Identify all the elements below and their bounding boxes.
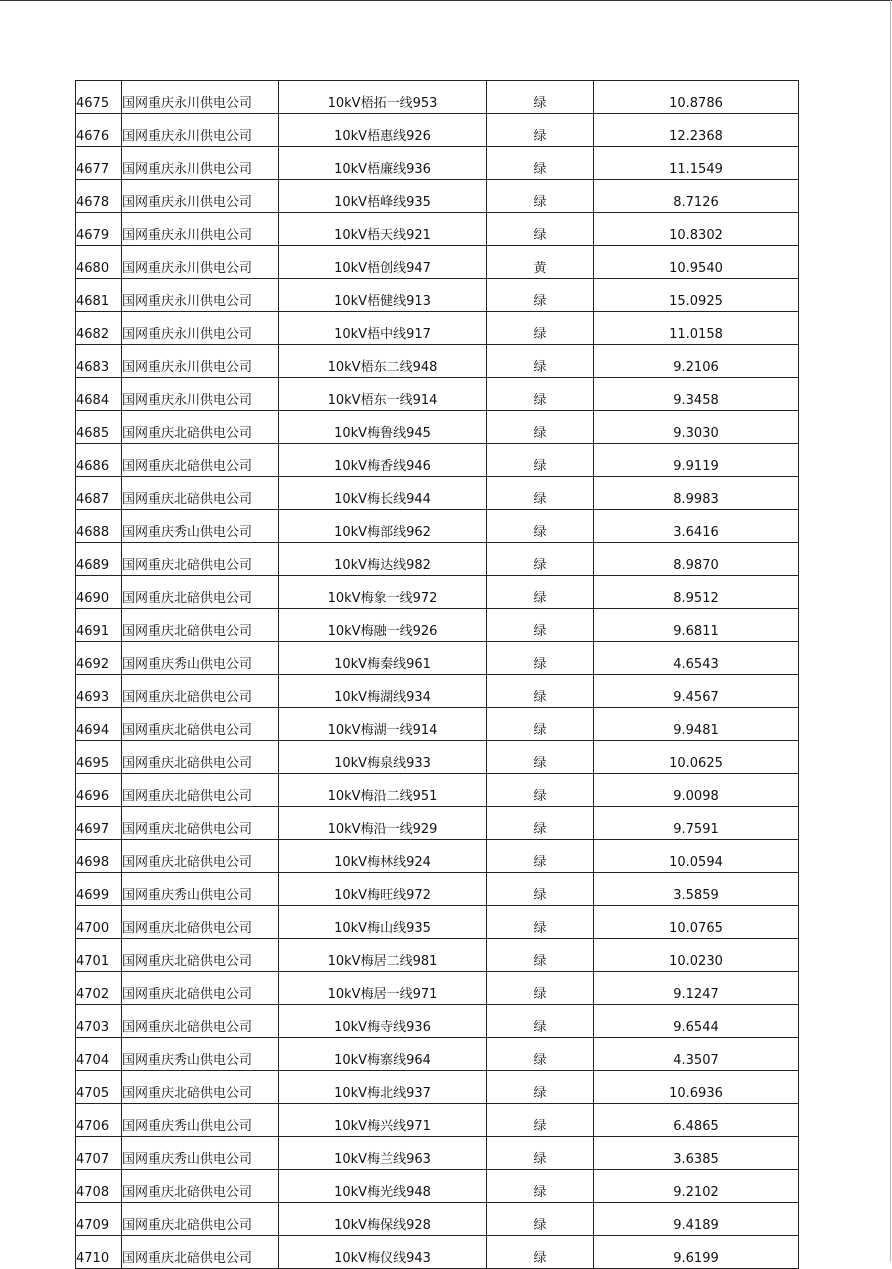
row-number-cell: 4679: [76, 213, 122, 246]
value-cell: 9.6199: [594, 1236, 799, 1269]
line-name-cell: 10kV梅北线937: [279, 1071, 487, 1104]
row-number-cell: 4691: [76, 609, 122, 642]
company-cell: 国网重庆北碚供电公司: [122, 576, 279, 609]
row-number-cell: 4692: [76, 642, 122, 675]
table-row: [76, 609, 799, 642]
line-name-cell: 10kV梅居二线981: [279, 939, 487, 972]
value-cell: 6.4865: [594, 1104, 799, 1137]
company-cell: 国网重庆永川供电公司: [122, 345, 279, 378]
table-row: [76, 411, 799, 444]
row-number-cell: 4710: [76, 1236, 122, 1269]
table-row: [76, 279, 799, 312]
company-cell: 国网重庆永川供电公司: [122, 378, 279, 411]
status-color-cell: 绿: [487, 1038, 594, 1071]
table-row: [76, 1005, 799, 1038]
status-color-cell: 绿: [487, 1104, 594, 1137]
status-color-cell: 绿: [487, 411, 594, 444]
value-cell: 11.0158: [594, 312, 799, 345]
company-cell: 国网重庆永川供电公司: [122, 180, 279, 213]
company-cell: 国网重庆北碚供电公司: [122, 939, 279, 972]
company-cell: 国网重庆北碚供电公司: [122, 774, 279, 807]
status-color-cell: 绿: [487, 279, 594, 312]
company-cell: 国网重庆北碚供电公司: [122, 444, 279, 477]
company-cell: 国网重庆永川供电公司: [122, 312, 279, 345]
row-number-cell: 4680: [76, 246, 122, 279]
company-cell: 国网重庆北碚供电公司: [122, 1071, 279, 1104]
status-color-cell: 绿: [487, 147, 594, 180]
row-number-cell: 4700: [76, 906, 122, 939]
row-number-cell: 4704: [76, 1038, 122, 1071]
table-row: [76, 147, 799, 180]
value-cell: 9.4567: [594, 675, 799, 708]
row-number-cell: 4687: [76, 477, 122, 510]
status-color-cell: 黄: [487, 246, 594, 279]
table-row: [76, 444, 799, 477]
row-number-cell: 4684: [76, 378, 122, 411]
table-row: [76, 246, 799, 279]
value-cell: 10.9540: [594, 246, 799, 279]
row-number-cell: 4697: [76, 807, 122, 840]
table-row: [76, 312, 799, 345]
table-row: [76, 1137, 799, 1170]
line-name-cell: 10kV梅部线962: [279, 510, 487, 543]
line-name-cell: 10kV梅寨线964: [279, 1038, 487, 1071]
status-color-cell: 绿: [487, 1005, 594, 1038]
company-cell: 国网重庆北碚供电公司: [122, 543, 279, 576]
value-cell: 9.3030: [594, 411, 799, 444]
company-cell: 国网重庆北碚供电公司: [122, 906, 279, 939]
row-number-cell: 4678: [76, 180, 122, 213]
table-row: [76, 510, 799, 543]
value-cell: 3.6416: [594, 510, 799, 543]
status-color-cell: 绿: [487, 378, 594, 411]
table-row: [76, 642, 799, 675]
company-cell: 国网重庆北碚供电公司: [122, 972, 279, 1005]
value-cell: 10.6936: [594, 1071, 799, 1104]
value-cell: 10.0625: [594, 741, 799, 774]
row-number-cell: 4694: [76, 708, 122, 741]
company-cell: 国网重庆永川供电公司: [122, 213, 279, 246]
table-row: [76, 1071, 799, 1104]
line-name-cell: 10kV梅长线944: [279, 477, 487, 510]
line-name-cell: 10kV梅仪线943: [279, 1236, 487, 1269]
row-number-cell: 4688: [76, 510, 122, 543]
value-cell: 10.0230: [594, 939, 799, 972]
table-row: [76, 378, 799, 411]
row-number-cell: 4681: [76, 279, 122, 312]
status-color-cell: 绿: [487, 906, 594, 939]
table-body: [76, 81, 799, 1269]
company-cell: 国网重庆永川供电公司: [122, 246, 279, 279]
value-cell: 4.6543: [594, 642, 799, 675]
line-name-cell: 10kV梅兴线971: [279, 1104, 487, 1137]
line-name-cell: 10kV梅融一线926: [279, 609, 487, 642]
row-number-cell: 4686: [76, 444, 122, 477]
value-cell: 9.4189: [594, 1203, 799, 1236]
status-color-cell: 绿: [487, 1071, 594, 1104]
table-row: [76, 180, 799, 213]
value-cell: 9.9119: [594, 444, 799, 477]
line-name-cell: 10kV梅湖一线914: [279, 708, 487, 741]
row-number-cell: 4695: [76, 741, 122, 774]
row-number-cell: 4699: [76, 873, 122, 906]
company-cell: 国网重庆北碚供电公司: [122, 411, 279, 444]
status-color-cell: 绿: [487, 840, 594, 873]
value-cell: 10.0765: [594, 906, 799, 939]
company-cell: 国网重庆秀山供电公司: [122, 873, 279, 906]
company-cell: 国网重庆永川供电公司: [122, 147, 279, 180]
line-name-cell: 10kV梧惠线926: [279, 114, 487, 147]
row-number-cell: 4682: [76, 312, 122, 345]
table-row: [76, 708, 799, 741]
status-color-cell: 绿: [487, 609, 594, 642]
status-color-cell: 绿: [487, 675, 594, 708]
line-name-cell: 10kV梧创线947: [279, 246, 487, 279]
value-cell: 9.3458: [594, 378, 799, 411]
table-row: [76, 972, 799, 1005]
status-color-cell: 绿: [487, 477, 594, 510]
status-color-cell: 绿: [487, 1203, 594, 1236]
status-color-cell: 绿: [487, 1170, 594, 1203]
status-color-cell: 绿: [487, 444, 594, 477]
company-cell: 国网重庆永川供电公司: [122, 81, 279, 114]
status-color-cell: 绿: [487, 312, 594, 345]
company-cell: 国网重庆北碚供电公司: [122, 708, 279, 741]
line-name-cell: 10kV梅寺线936: [279, 1005, 487, 1038]
line-name-cell: 10kV梧中线917: [279, 312, 487, 345]
line-name-cell: 10kV梅林线924: [279, 840, 487, 873]
data-table: [75, 80, 799, 1269]
value-cell: 9.6811: [594, 609, 799, 642]
value-cell: 12.2368: [594, 114, 799, 147]
status-color-cell: 绿: [487, 213, 594, 246]
table-row: [76, 906, 799, 939]
table-row: [76, 81, 799, 114]
status-color-cell: 绿: [487, 576, 594, 609]
value-cell: 9.2106: [594, 345, 799, 378]
line-name-cell: 10kV梧天线921: [279, 213, 487, 246]
row-number-cell: 4676: [76, 114, 122, 147]
value-cell: 8.9983: [594, 477, 799, 510]
table-row: [76, 807, 799, 840]
company-cell: 国网重庆北碚供电公司: [122, 840, 279, 873]
company-cell: 国网重庆秀山供电公司: [122, 510, 279, 543]
line-name-cell: 10kV梅香线946: [279, 444, 487, 477]
line-name-cell: 10kV梅湖线934: [279, 675, 487, 708]
company-cell: 国网重庆永川供电公司: [122, 279, 279, 312]
value-cell: 9.7591: [594, 807, 799, 840]
line-name-cell: 10kV梅沿一线929: [279, 807, 487, 840]
line-name-cell: 10kV梅兰线963: [279, 1137, 487, 1170]
table-row: [76, 873, 799, 906]
status-color-cell: 绿: [487, 972, 594, 1005]
company-cell: 国网重庆秀山供电公司: [122, 1038, 279, 1071]
row-number-cell: 4707: [76, 1137, 122, 1170]
page-top-border: [0, 0, 892, 1]
page-right-edge: [890, 0, 891, 1262]
status-color-cell: 绿: [487, 543, 594, 576]
value-cell: 10.8302: [594, 213, 799, 246]
status-color-cell: 绿: [487, 807, 594, 840]
company-cell: 国网重庆北碚供电公司: [122, 1005, 279, 1038]
line-name-cell: 10kV梧健线913: [279, 279, 487, 312]
value-cell: 8.7126: [594, 180, 799, 213]
value-cell: 9.0098: [594, 774, 799, 807]
table-row: [76, 1236, 799, 1269]
table-row: [76, 1170, 799, 1203]
value-cell: 10.8786: [594, 81, 799, 114]
value-cell: 9.6544: [594, 1005, 799, 1038]
value-cell: 9.1247: [594, 972, 799, 1005]
row-number-cell: 4708: [76, 1170, 122, 1203]
line-name-cell: 10kV梅山线935: [279, 906, 487, 939]
status-color-cell: 绿: [487, 939, 594, 972]
line-name-cell: 10kV梧廉线936: [279, 147, 487, 180]
line-name-cell: 10kV梧东二线948: [279, 345, 487, 378]
line-name-cell: 10kV梧拓一线953: [279, 81, 487, 114]
status-color-cell: 绿: [487, 510, 594, 543]
line-name-cell: 10kV梅象一线972: [279, 576, 487, 609]
status-color-cell: 绿: [487, 642, 594, 675]
table-row: [76, 1104, 799, 1137]
value-cell: 3.5859: [594, 873, 799, 906]
company-cell: 国网重庆北碚供电公司: [122, 741, 279, 774]
value-cell: 10.0594: [594, 840, 799, 873]
company-cell: 国网重庆秀山供电公司: [122, 1137, 279, 1170]
table-row: [76, 1038, 799, 1071]
line-name-cell: 10kV梧峰线935: [279, 180, 487, 213]
row-number-cell: 4690: [76, 576, 122, 609]
status-color-cell: 绿: [487, 180, 594, 213]
line-name-cell: 10kV梅秦线961: [279, 642, 487, 675]
line-name-cell: 10kV梅沿二线951: [279, 774, 487, 807]
company-cell: 国网重庆北碚供电公司: [122, 1170, 279, 1203]
table-row: [76, 939, 799, 972]
line-name-cell: 10kV梅鲁线945: [279, 411, 487, 444]
table-row: [76, 840, 799, 873]
value-cell: 9.2102: [594, 1170, 799, 1203]
row-number-cell: 4702: [76, 972, 122, 1005]
table-row: [76, 576, 799, 609]
line-name-cell: 10kV梅居一线971: [279, 972, 487, 1005]
table-row: [76, 543, 799, 576]
row-number-cell: 4705: [76, 1071, 122, 1104]
company-cell: 国网重庆北碚供电公司: [122, 675, 279, 708]
status-color-cell: 绿: [487, 345, 594, 378]
row-number-cell: 4701: [76, 939, 122, 972]
line-name-cell: 10kV梅旺线972: [279, 873, 487, 906]
value-cell: 8.9512: [594, 576, 799, 609]
company-cell: 国网重庆北碚供电公司: [122, 1203, 279, 1236]
status-color-cell: 绿: [487, 1137, 594, 1170]
row-number-cell: 4677: [76, 147, 122, 180]
value-cell: 15.0925: [594, 279, 799, 312]
status-color-cell: 绿: [487, 774, 594, 807]
company-cell: 国网重庆北碚供电公司: [122, 807, 279, 840]
row-number-cell: 4689: [76, 543, 122, 576]
value-cell: 11.1549: [594, 147, 799, 180]
table-row: [76, 114, 799, 147]
table-row: [76, 1203, 799, 1236]
row-number-cell: 4698: [76, 840, 122, 873]
company-cell: 国网重庆北碚供电公司: [122, 1236, 279, 1269]
row-number-cell: 4703: [76, 1005, 122, 1038]
company-cell: 国网重庆北碚供电公司: [122, 477, 279, 510]
row-number-cell: 4706: [76, 1104, 122, 1137]
table-row: [76, 213, 799, 246]
table-row: [76, 741, 799, 774]
line-name-cell: 10kV梅达线982: [279, 543, 487, 576]
status-color-cell: 绿: [487, 114, 594, 147]
row-number-cell: 4709: [76, 1203, 122, 1236]
row-number-cell: 4696: [76, 774, 122, 807]
row-number-cell: 4685: [76, 411, 122, 444]
status-color-cell: 绿: [487, 708, 594, 741]
company-cell: 国网重庆北碚供电公司: [122, 609, 279, 642]
line-name-cell: 10kV梅保线928: [279, 1203, 487, 1236]
value-cell: 8.9870: [594, 543, 799, 576]
row-number-cell: 4675: [76, 81, 122, 114]
value-cell: 4.3507: [594, 1038, 799, 1071]
company-cell: 国网重庆永川供电公司: [122, 114, 279, 147]
row-number-cell: 4683: [76, 345, 122, 378]
status-color-cell: 绿: [487, 873, 594, 906]
table-row: [76, 675, 799, 708]
company-cell: 国网重庆秀山供电公司: [122, 1104, 279, 1137]
line-name-cell: 10kV梅光线948: [279, 1170, 487, 1203]
status-color-cell: 绿: [487, 741, 594, 774]
company-cell: 国网重庆秀山供电公司: [122, 642, 279, 675]
value-cell: 9.9481: [594, 708, 799, 741]
line-name-cell: 10kV梧东一线914: [279, 378, 487, 411]
value-cell: 3.6385: [594, 1137, 799, 1170]
status-color-cell: 绿: [487, 1236, 594, 1269]
table-row: [76, 774, 799, 807]
status-color-cell: 绿: [487, 81, 594, 114]
line-name-cell: 10kV梅泉线933: [279, 741, 487, 774]
table-row: [76, 477, 799, 510]
row-number-cell: 4693: [76, 675, 122, 708]
table-row: [76, 345, 799, 378]
